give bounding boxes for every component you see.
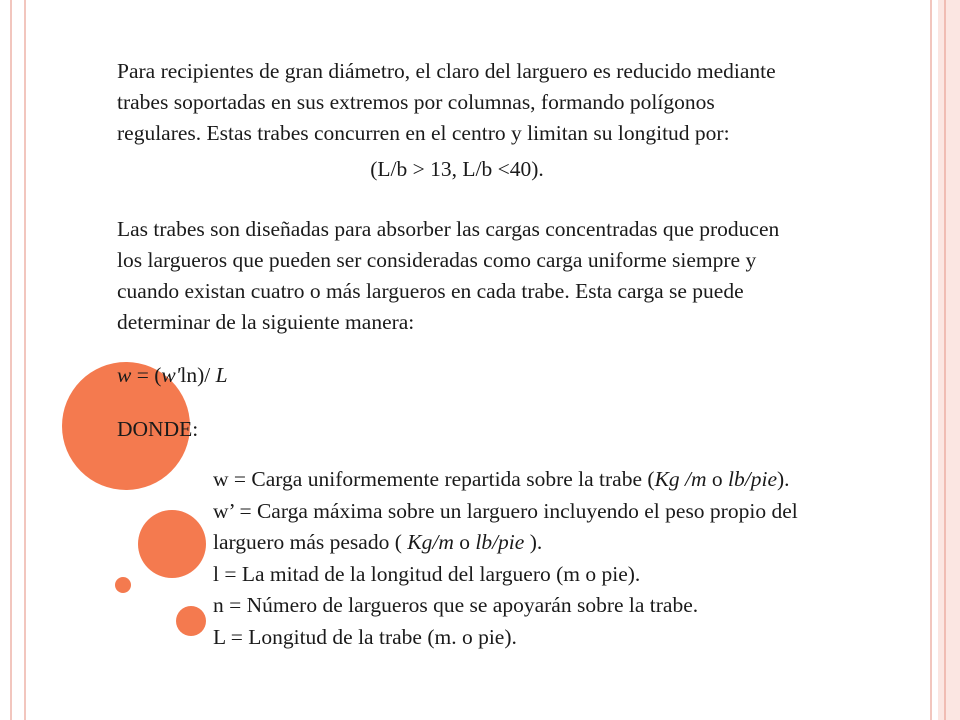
definition-text: ). [777, 467, 790, 491]
definition-text: o [453, 530, 476, 554]
decorative-circle-small-2 [176, 606, 206, 636]
frame-line-left-2 [24, 0, 26, 720]
text-line: determinar de la siguiente manera: [117, 310, 415, 334]
definition-wprime-cont [213, 527, 933, 559]
definition-text: o [706, 467, 729, 491]
formula-ln: ln)/ [180, 363, 216, 387]
formula-L: L [215, 363, 228, 387]
definition-text: ). [524, 530, 543, 554]
decorative-circle-medium [138, 510, 206, 578]
text-line: regulares. Estas trabes concurren en el centro y limitan su longitud por: [117, 121, 730, 145]
definition-n: n = Número de largueros que se apoyarán sobre la trabe. [213, 593, 699, 617]
frame-line-right-2 [944, 0, 946, 720]
unit-text: lb/pie [475, 530, 525, 554]
load-paragraph [117, 214, 927, 338]
definition-w [213, 464, 933, 496]
frame-line-left-1 [10, 0, 12, 720]
definition-l: l = La mitad de la longitud del larguero (m o pie). [213, 561, 641, 586]
definition-L: L = Longitud de la trabe (m. o pie). [213, 624, 517, 649]
formula-eq: = ( [131, 363, 162, 387]
definition-text: larguero más pesado ( [213, 530, 408, 554]
formula-w: w [117, 363, 132, 387]
definition-wprime: w’ = Carga máxima sobre un larguero incluyendo el peso propio del [213, 498, 798, 523]
text-line: trabes soportadas en sus extremos por columnas, formando polígonos [117, 90, 715, 114]
unit-text: Kg /m [654, 467, 707, 491]
length-condition: (L/b > 13, L/b <40). [370, 157, 544, 181]
frame-band-right [938, 0, 960, 720]
formula-wprime: w' [161, 363, 181, 387]
load-formula [117, 360, 228, 391]
text-line: cuando existan cuatro o más largueros en cada trabe. Esta carga se puede [117, 279, 744, 303]
unit-text: lb/pie [728, 467, 777, 491]
text-line: Para recipientes de gran diámetro, el claro del larguero es reducido mediante [117, 59, 776, 83]
donde-label: DONDE: [117, 417, 199, 441]
intro-paragraph [117, 56, 917, 149]
text-line: los largueros que pueden ser consideradas como carga uniforme siempre y [117, 248, 757, 272]
definition-text: w = Carga uniformemente repartida sobre la trabe ( [213, 467, 655, 491]
text-line: Las trabes son diseñadas para absorber las cargas concentradas que producen [117, 217, 780, 241]
definitions-list [213, 464, 933, 653]
unit-text: Kg/m [407, 530, 454, 554]
decorative-circle-small [115, 577, 131, 593]
